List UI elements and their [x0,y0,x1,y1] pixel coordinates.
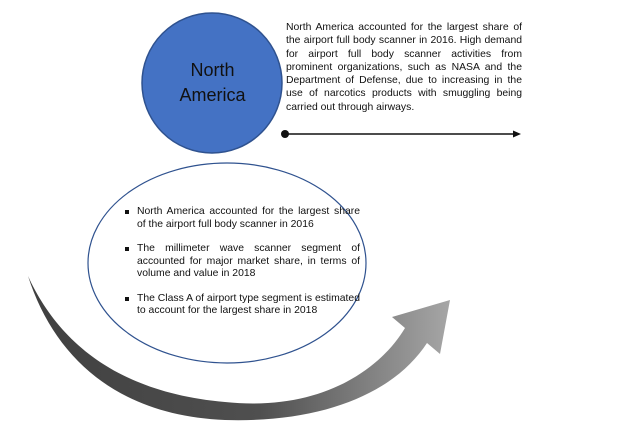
bullet-icon [125,210,129,214]
highlight-item [124,243,360,281]
highlight-item [124,206,360,231]
highlight-item [124,293,360,318]
summary-text: North America accounted for the largest share of the airport full body scanner in 2016. High demand for airport full body scanner activities from prominent organizations, such as NASA and the Department of Defense, due to increasing in the use of narcotics products with smuggling being carried out through airways. [286,22,522,113]
connector-start-dot [281,130,289,138]
highlight-text: The millimeter wave scanner segment of accounted for major market share, in terms of volume and value in 2018 [137,243,360,279]
bullet-icon [125,247,129,251]
bullet-icon [125,297,129,301]
highlight-text: The Class A of airport type segment is estimated to account for the largest share in 2018 [137,292,360,316]
highlights-list [124,206,360,330]
highlight-text: North America accounted for the largest share of the airport full body scanner in 2016 [137,206,360,230]
region-label-line2: America [179,84,246,105]
region-label-line1: North [190,59,235,80]
region-circle-shape [142,13,282,153]
connector-arrowhead-icon [513,131,521,138]
